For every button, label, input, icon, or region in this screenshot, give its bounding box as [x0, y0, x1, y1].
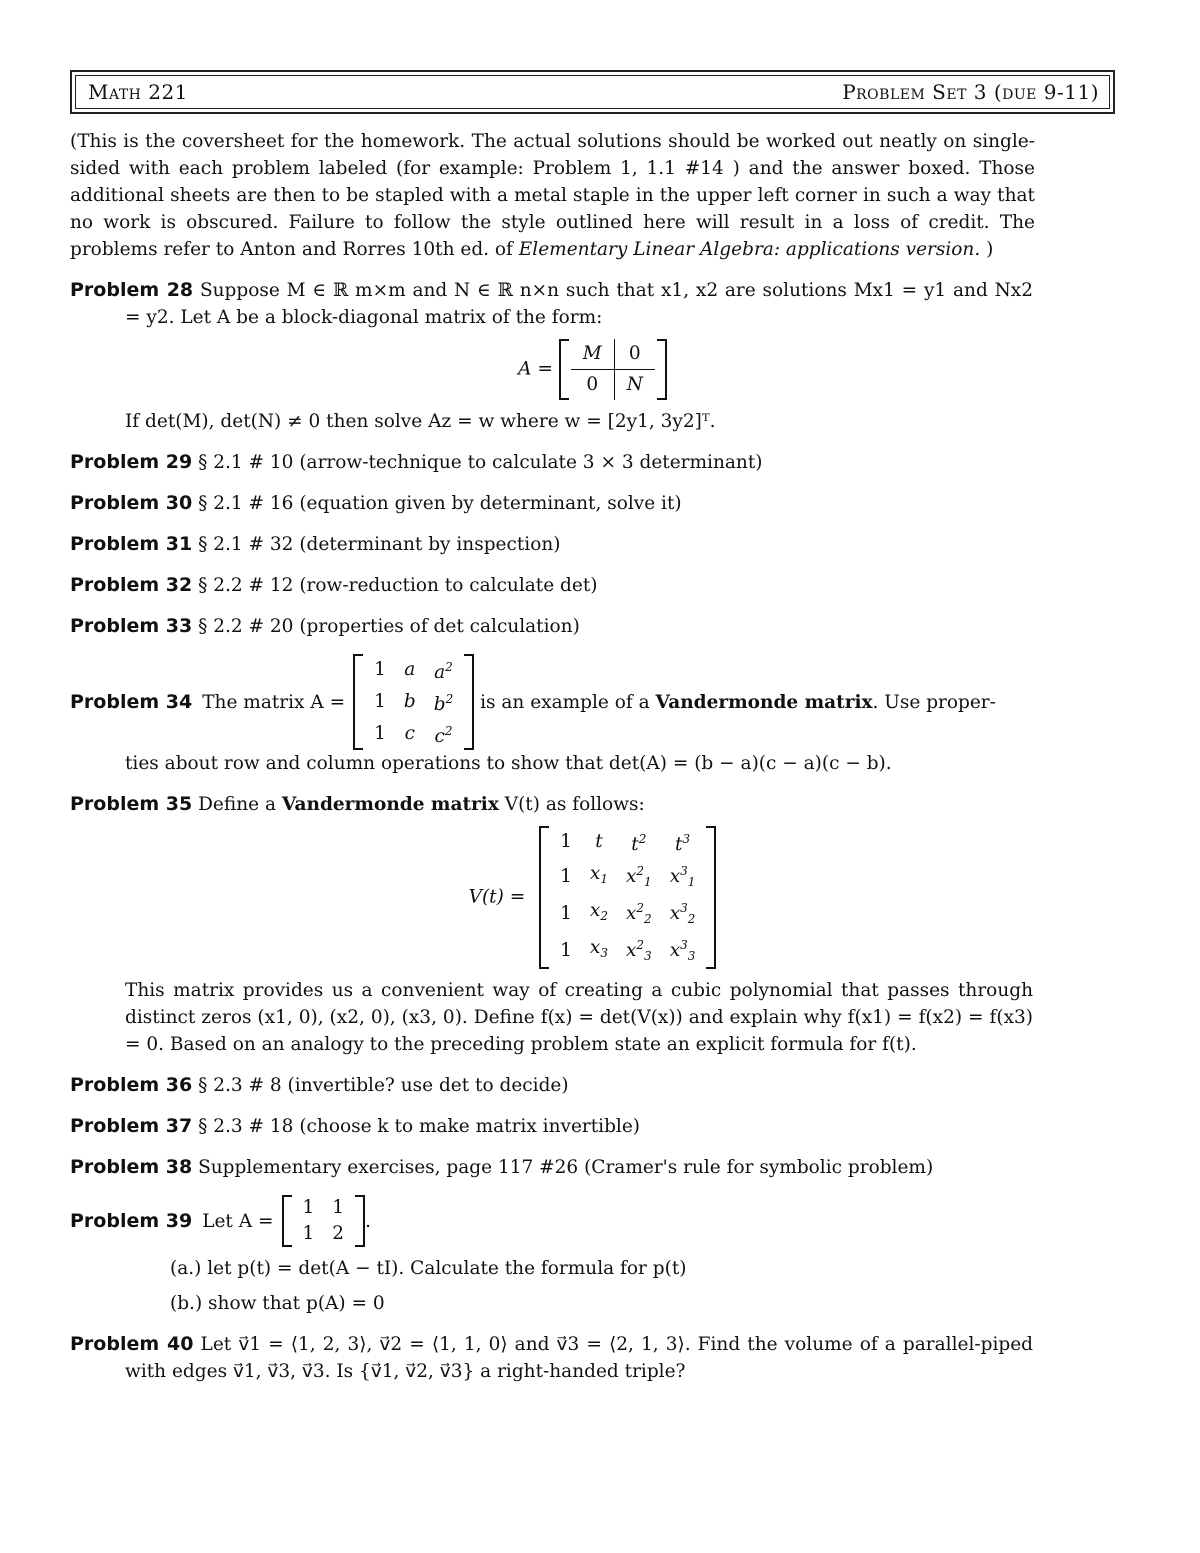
intro-paragraph	[70, 128, 1035, 263]
problem-34	[70, 654, 1115, 777]
problem-text: Supplementary exercises, page 117 #26 (Cramer's rule for symbolic problem)	[198, 1157, 934, 1178]
problem-text: § 2.1 # 32 (determinant by inspection)	[198, 534, 561, 555]
vandermonde-term: Vandermonde matrix	[281, 794, 499, 815]
problem-40	[70, 1331, 1115, 1385]
problem-label: Problem 36	[70, 1074, 193, 1096]
problem-text: Let v⃗1 = ⟨1, 2, 3⟩, v⃗2 = ⟨1, 1, 0⟩ and v⃗3 = ⟨2, 1, 3⟩. Find the volume of a parallel-piped with edges v⃗1, v⃗3, v⃗3. Is {v⃗1, v⃗2, v⃗3} a right-handed triple?	[125, 1334, 1034, 1382]
problem-post: V(t) as follows:	[498, 794, 645, 815]
problem-label: Problem 38	[70, 1156, 193, 1178]
matrix-2x2: 1 1 1 2	[282, 1195, 366, 1247]
book-title: Elementary Linear Algebra: applications version.	[518, 239, 981, 260]
problem-label: Problem 33	[70, 615, 193, 637]
part-b: (b.) show that p(A) = 0	[170, 1293, 385, 1314]
problem-label: Problem 39	[70, 1209, 193, 1232]
problem-33	[70, 613, 1115, 640]
problem-label: Problem 40	[70, 1333, 194, 1355]
problem-29	[70, 449, 1115, 476]
problem-set-title: Problem Set 3 (due 9-11)	[842, 80, 1099, 104]
vandermonde-term: Vandermonde matrix	[655, 691, 873, 713]
problem-text: § 2.1 # 16 (equation given by determinant, solve it)	[198, 493, 682, 514]
problem-label: Problem 32	[70, 574, 193, 596]
problem-text-after: This matrix provides us a convenient way of creating a cubic polynomial that passes through distinct zeros (x1, 0), (x2, 0), (x3, 0). Define f(x) = det(V(x)) and explain why f(x1) = f(x2) = f(x3) = 0. Based on an analogy to the preceding problem state an explicit formula for f(t).	[125, 980, 1033, 1055]
problem-pre: Define a	[198, 794, 282, 815]
problem-38	[70, 1154, 1115, 1181]
problem-label: Problem 35	[70, 793, 193, 815]
problem-text: § 2.3 # 18 (choose k to make matrix invertible)	[198, 1116, 641, 1137]
problem-label: Problem 34	[70, 690, 193, 713]
problem-text-after: If det(M), det(N) ≠ 0 then solve Az = w where w = [2y1, 3y2]ᵀ.	[125, 411, 716, 432]
problem-label: Problem 31	[70, 533, 193, 555]
problem-text: § 2.3 # 8 (invertible? use det to decide)	[198, 1075, 569, 1096]
problem-text: § 2.1 # 10 (arrow-technique to calculate 3 × 3 determinant)	[198, 452, 763, 473]
problem-label: Problem 30	[70, 492, 193, 514]
problem-pre: The matrix A =	[202, 691, 346, 713]
problem-label: Problem 37	[70, 1115, 193, 1137]
matrix-lhs: V(t) =	[468, 886, 526, 908]
problem-35	[70, 791, 1115, 1058]
problem-text: § 2.2 # 20 (properties of det calculation)	[198, 616, 580, 637]
problem-37	[70, 1113, 1115, 1140]
problem-36	[70, 1072, 1115, 1099]
problem-post-b: . Use proper-	[872, 691, 996, 713]
course-title: Math 221	[88, 80, 188, 104]
problem-label: Problem 28	[70, 279, 194, 301]
problem-continuation: ties about row and column operations to show that det(A) = (b − a)(c − a)(c − b).	[125, 753, 892, 774]
problem-post-a: is an example of a	[474, 691, 656, 713]
intro-text: (This is the coversheet for the homework. The actual solutions should be worked out neatly on single-sided with each problem labeled (for example: Problem 1, 1.1 #14 ) and the answer boxed. Those additional sheets are then to be stapled with a metal staple in the upper left corner in such a way that no work is obscured. Failure to follow the style outlined here will result in a loss of credit. The problems refer to Anton and Rorres 10th ed. of	[70, 131, 1035, 260]
problem-label: Problem 29	[70, 451, 193, 473]
problem-text: § 2.2 # 12 (row-reduction to calculate det)	[198, 575, 598, 596]
header-box	[70, 70, 1115, 114]
page	[70, 70, 1115, 1385]
problem-text: Suppose M ∈ ℝ m×m and N ∈ ℝ n×n such that x1, x2 are solutions Mx1 = y1 and Nx2 = y2. Let A be a block-diagonal matrix of the form:	[125, 280, 1033, 328]
problem-31	[70, 531, 1115, 558]
problem-32	[70, 572, 1115, 599]
vandermonde-3x3-matrix: 1 a $a^2$ 1 b $b^2$ 1 c $c^2$	[353, 654, 474, 750]
problem-30	[70, 490, 1115, 517]
problem-39: Problem 39 Let A = 1 1 1 2 . (a.) let p(t) = det(A − tI). Calculate the formula for p(t) (b.) show that p(A) = 0	[70, 1195, 1115, 1317]
header-inner	[75, 75, 1110, 109]
part-a: (a.) let p(t) = det(A − tI). Calculate the formula for p(t)	[170, 1258, 687, 1279]
vandermonde-4x4-matrix: V(t) = 1 t $t^2$ $t^3$ 1 $x_1$ $x^2_1$ $x^3_1$ 1 $x_2$ $x^2_2$ $x^3_2$ 1 $x_3$ $x^2_3$ $x^3_3$	[70, 826, 1115, 969]
block-matrix: A = M 0 0 N	[70, 339, 1115, 400]
problem-28	[70, 277, 1115, 435]
intro-close: )	[980, 239, 994, 260]
problem-pre: Let A =	[202, 1210, 274, 1232]
